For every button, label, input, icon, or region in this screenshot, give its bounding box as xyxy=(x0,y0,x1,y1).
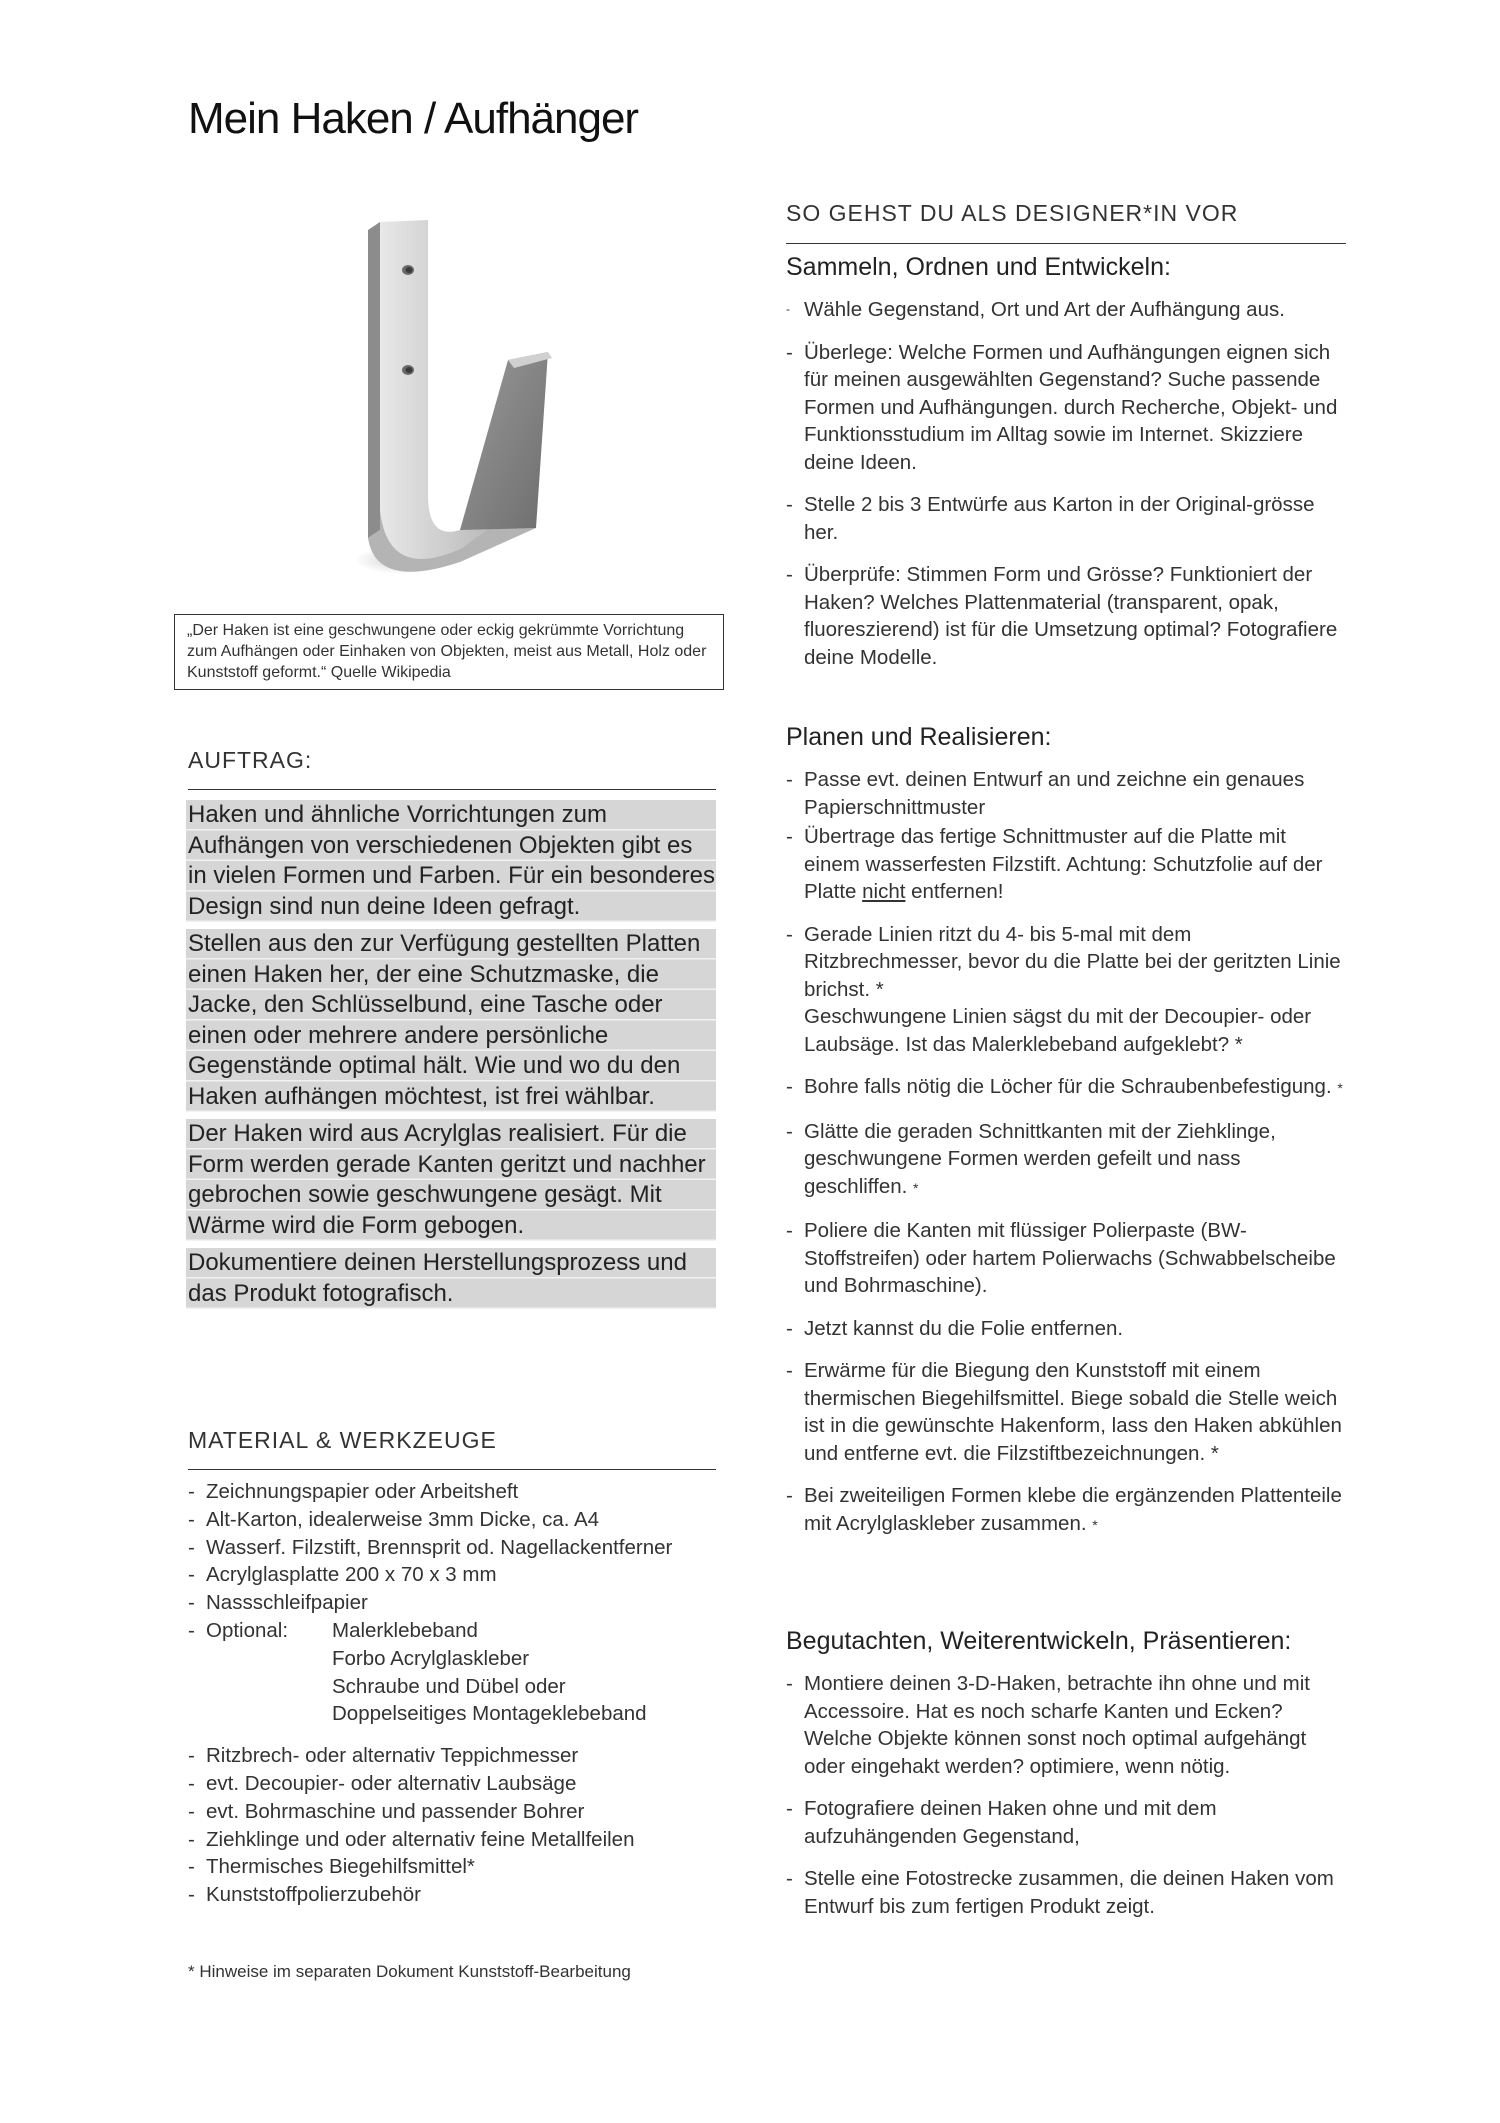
optional-item: Forbo Acrylglaskleber xyxy=(332,1646,530,1670)
list-item: - Fotografiere deinen Haken ohne und mit dem aufzuhängenden Gegenstand, xyxy=(786,1795,1346,1850)
list-item-optional xyxy=(188,1617,728,1728)
footnote-star: * xyxy=(913,1179,919,1196)
process-divider xyxy=(786,243,1346,244)
list-item: - Überlege: Welche Formen und Aufhängungen eignen sich für meinen ausgewählten Gegenstand? Suche passende Formen und Aufhängungen. durch Recherche, Objekt- und Funktionsstudium im Alltag sowie im Internet. Skizziere deine Ideen. xyxy=(786,339,1346,477)
auftrag-paragraph: Der Haken wird aus Acrylglas realisiert. Für die Form werden gerade Kanten geritzt und nachher gebrochen sowie geschwungene gesägt. Mit Wärme wird die Form gebogen. xyxy=(186,1119,716,1241)
phase3-steps xyxy=(786,1670,1346,1935)
list-item: - Erwärme für die Biegung den Kunststoff mit einem thermischen Biegehilfsmittel. Biege sobald die Stelle weich ist in die gewünschte Hakenform, lass den Haken abkühlen und entferne evt. die Filzstiftbezeichnungen. * xyxy=(786,1357,1346,1467)
list-item: - Thermisches Biegehilfsmittel* xyxy=(188,1853,728,1881)
list-item xyxy=(786,823,1346,906)
auftrag-heading: AUFTRAG: xyxy=(188,747,313,773)
list-item xyxy=(786,1482,1346,1539)
list-item: - Zeichnungspapier oder Arbeitsheft xyxy=(188,1478,728,1506)
auftrag-paragraph: Haken und ähnliche Vorrichtungen zum Aufhängen von verschiedenen Objekten gibt es in vielen Formen und Farben. Für ein besonderes Design sind nun deine Ideen gefragt. xyxy=(186,800,716,922)
phase2-title: Planen und Realisieren: xyxy=(786,723,1052,751)
list-item: - evt. Bohrmaschine und passender Bohrer xyxy=(188,1798,728,1826)
list-item: - Passe evt. deinen Entwurf an und zeichne ein genaues Papierschnittmuster xyxy=(786,766,1346,821)
list-item: - Kunststoffpolierzubehör xyxy=(188,1881,728,1909)
auftrag-divider xyxy=(188,789,716,790)
list-item: - Stelle eine Fotostrecke zusammen, die deinen Haken vom Entwurf bis zum fertigen Produkt zeigt. xyxy=(786,1865,1346,1920)
phase1-steps xyxy=(786,296,1346,686)
step-text: Übertrage das fertige Schnittmuster auf die Platte mit einem wasserfesten Filzstift. Achtung: Schutzfolie auf der Platte xyxy=(804,825,1323,903)
step-text: Bei zweiteiligen Formen klebe die ergänzenden Plattenteile mit Acrylglaskleber zusammen. xyxy=(804,1484,1342,1535)
list-item: - Montiere deinen 3-D-Haken, betrachte ihn ohne und mit Accessoire. Hat es noch scharfe Kanten und Ecken? Welche Objekte können sonst noch optimal aufgehängt oder eingehakt werden? optimiere, wenn nötig. xyxy=(786,1670,1346,1780)
material-list xyxy=(188,1478,728,1909)
list-item: - Acrylglasplatte 200 x 70 x 3 mm xyxy=(188,1561,728,1589)
material-heading: MATERIAL & WERKZEUGE xyxy=(188,1427,497,1453)
footnote-star: * xyxy=(1092,1516,1098,1533)
step-text: - Gerade Linien ritzt du 4- bis 5-mal mit dem Ritzbrechmesser, bevor du die Platte bei der geritzten Linie brichst. * xyxy=(804,922,1341,1001)
optional-item: Malerklebeband xyxy=(332,1618,478,1642)
material-divider xyxy=(188,1469,716,1470)
phase2-steps xyxy=(786,766,1346,1554)
list-item: - Wasserf. Filzstift, Brennsprit od. Nagellackentferner xyxy=(188,1534,728,1562)
phase3-title: Begutachten, Weiterentwickeln, Präsentieren: xyxy=(786,1627,1292,1655)
process-heading: SO GEHST DU ALS DESIGNER*IN VOR xyxy=(786,200,1239,226)
list-item: - Poliere die Kanten mit flüssiger Polierpaste (BW-Stoffstreifen) oder hartem Polierwachs (Schwabbelscheibe und Bohrmaschine). xyxy=(786,1217,1346,1300)
list-item: - Wähle Gegenstand, Ort und Art der Aufhängung aus. xyxy=(786,296,1346,324)
list-item xyxy=(786,1073,1346,1103)
list-item: - Überprüfe: Stimmen Form und Grösse? Funktioniert der Haken? Welches Plattenmaterial (transparent, opak, fluoreszierend) ist für die Umsetzung optimal? Fotografiere deine Modelle. xyxy=(786,561,1346,671)
list-item: - Jetzt kannst du die Folie entfernen. xyxy=(786,1315,1346,1343)
optional-item: Schraube und Dübel oder xyxy=(332,1674,566,1698)
step-text-underlined: nicht xyxy=(862,880,906,903)
auftrag-paragraph: Dokumentiere deinen Herstellungsprozess und das Produkt fotografisch. xyxy=(186,1248,716,1309)
list-item xyxy=(786,1118,1346,1203)
list-item: - Ziehklinge und oder alternativ feine Metallfeilen xyxy=(188,1826,728,1854)
footnote: * Hinweise im separaten Dokument Kunststoff-Bearbeitung xyxy=(188,1962,631,1981)
list-item: - Stelle 2 bis 3 Entwürfe aus Karton in der Original-grösse her. xyxy=(786,491,1346,546)
list-item: - Nassschleifpapier xyxy=(188,1589,728,1617)
wikipedia-quote-box: „Der Haken ist eine geschwungene oder eckig gekrümmte Vorrichtung zum Aufhängen oder Einhaken von Objekten, meist aus Metall, Holz oder Kunststoff geformt.“ Quelle Wikipedia xyxy=(174,614,724,690)
step-text: Glätte die geraden Schnittkanten mit der Ziehklinge, geschwungene Formen werden gefeilt und nass geschliffen. xyxy=(804,1119,1276,1198)
wall-hook-image xyxy=(340,210,590,590)
auftrag-text xyxy=(186,800,716,1316)
list-item: - Alt-Karton, idealerweise 3mm Dicke, ca. A4 xyxy=(188,1506,728,1534)
footnote-star: * xyxy=(1337,1080,1343,1096)
step-text: Geschwungene Linien sägst du mit der Decoupier- oder Laubsäge. Ist das Malerklebeband aufgeklebt? * xyxy=(804,1005,1312,1056)
list-item: - evt. Decoupier- oder alternativ Laubsäge xyxy=(188,1770,728,1798)
optional-label: Optional: xyxy=(206,1618,289,1642)
phase1-title: Sammeln, Ordnen und Entwickeln: xyxy=(786,253,1171,281)
optional-item: Doppelseitiges Montageklebeband xyxy=(332,1702,647,1726)
step-text: entfernen! xyxy=(905,880,1004,903)
list-item xyxy=(786,921,1346,1059)
list-item: - Ritzbrech- oder alternativ Teppichmesser xyxy=(188,1742,728,1770)
step-text: Bohre falls nötig die Löcher für die Schraubenbefestigung. xyxy=(804,1075,1332,1098)
page-title: Mein Haken / Aufhänger xyxy=(188,94,639,143)
auftrag-paragraph: Stellen aus den zur Verfügung gestellten Platten einen Haken her, der eine Schutzmaske, die Jacke, den Schlüsselbund, eine Tasche oder einen oder mehrere andere persönliche Gegenstände optimal hält. Wie und wo du den Haken aufhängen möchtest, ist frei wählbar. xyxy=(186,929,716,1112)
